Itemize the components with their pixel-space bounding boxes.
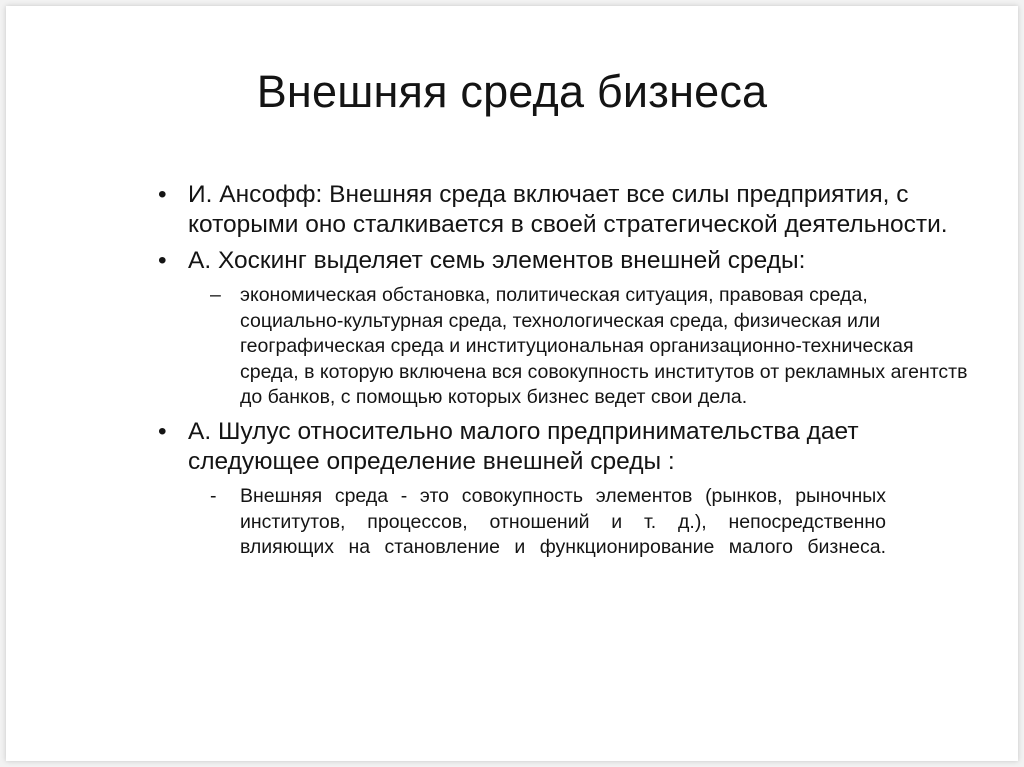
bullet-marker: • (158, 417, 167, 445)
bullet-item-shulus (158, 417, 968, 477)
bullet-text: И. Ансофф: Внешняя среда включает все силы предприятия, с которыми оно сталкивается в своей стратегической деятельности. (188, 181, 948, 238)
bullet-marker: • (158, 247, 167, 274)
dash-marker: – (210, 284, 221, 306)
bullet-text: А. Хоскинг выделяет семь элементов внешней среды: (188, 247, 806, 274)
sub-item-shulus-definition (158, 484, 886, 561)
dash-marker: - (210, 484, 217, 507)
slide-title: Внешняя среда бизнеса (256, 66, 768, 117)
bullet-item-ansoff (158, 180, 968, 240)
sub-item-text: экономическая обстановка, политическая ситуация, правовая среда, социально-культурная среда, технологическая среда, физическая или географическая среда и институциональная организационно-техническая среда, в которую включена вся совокупность институтов от рекламных агентств до банков, с помощью которых бизнес ведет свои дела. (240, 284, 968, 409)
sub-item-text: Внешняя среда - это совокупность элементов (рынков, рыночных институтов, процессов, отношений и т. д.), непосредственно влияющих на становление и функционирование малого бизнеса. (240, 484, 886, 559)
slide-content (158, 180, 968, 561)
bullet-item-hosking (158, 246, 968, 276)
bullet-marker: • (158, 181, 167, 208)
sub-item-hosking-elements (158, 283, 968, 411)
bullet-text: А. Шулус относительно малого предпринимательства дает следующее определение внешней среды : (188, 417, 859, 475)
